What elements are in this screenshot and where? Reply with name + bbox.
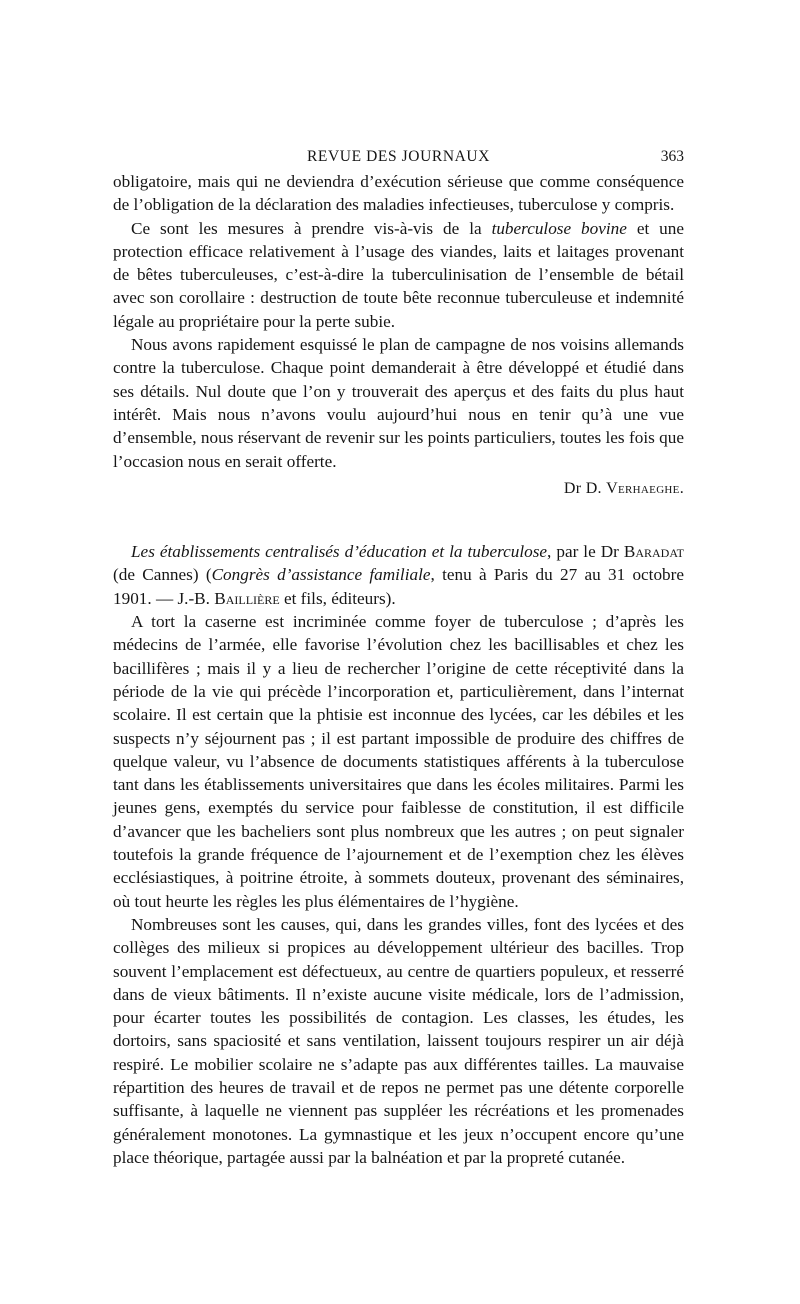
author-signature: [113, 477, 684, 500]
review-paragraph: A tort la caserne est incriminée comme foyer de tuberculose ; d’après les médecins de l’armée, elle favorise l’évolution chez les bacillisables et chez les bacillifères ; mais il y a lieu de rechercher l’origine de cette réceptivité dans la période de la vie qui précède l’incorporation et, particulièrement, dans l’internat scolaire. Il est certain que la phtisie est inconnue des lycées, car les débiles et les suspects n’y séjournent pas ; il est partant impossible de produire des chiffres de quelque valeur, vu l’absence de documents statistiques afférents à la tuberculose tant dans les établissements universitaires que dans les écoles militaires. Parmi les jeunes gens, exemptés du service pour faiblesse de constitution, il est difficile d’avancer que les bacheliers sont plus nombreux que les autres ; on peut signaler toutefois la grande fréquence de l’ajournement et de l’exemption chez les élèves ecclésiastiques, à poitrine étroite, à sommets douteux, provenant des séminaires, où tout heurte les règles les plus élémentaires de l’hygiène.: [113, 612, 684, 911]
article-text: et une protection efficace relativement à l’usage des viandes, laits et laitages provenant de bêtes tuberculeuses, c’est-à-dire la tuberculinisation de l’ensemble de bétail avec son corollaire : destruction de toute bête reconnue tuberculeuse et indemnité légale au propriétaire pour la perte subie.: [113, 218, 684, 331]
review-author: Baradat: [623, 542, 684, 562]
running-title: REVUE DES JOURNAUX: [306, 148, 491, 165]
review-title: Les établissements centralisés d’éducation et la tuberculose: [131, 542, 548, 562]
signature-name: Verhaeghe.: [606, 479, 684, 497]
section-spacer: [113, 500, 684, 540]
article-text: Ce sont les mesures à prendre vis-à-vis de la: [131, 218, 492, 238]
review-by: , par le Dr: [547, 542, 624, 562]
article-paragraph: obligatoire, mais qui ne deviendra d’exécution sérieuse que comme conséquence de l’obligation de la déclaration des maladies infectieuses, tuberculose y compris.: [113, 172, 684, 215]
review-publisher: Baillière: [214, 588, 280, 608]
review-congress-details: , tenu à Paris du 27 au 31 octobre 1901. — J.-B.: [113, 565, 684, 608]
review-paragraph: Nombreuses sont les causes, qui, dans les grandes villes, font des lycées et des collèges des milieux si propices au développement ultérieur des bacilles. Trop souvent l’emplacement est défectueux, au centre de quartiers populeux, et resserré dans de vieux bâtiments. Il n’existe aucune visite médicale, lors de l’admission, pour écarter toutes les possibilités de contagion. Les classes, les études, les dortoirs, sans spaciosité et sans ventilation, laissent toujours respirer un air déjà respiré. Le mobilier scolaire ne s’adapte pas aux différentes tailles. La mauvaise répartition des heures de travail et de repos ne permet pas une détente corporelle suffisante, à laquelle ne viennent pas suppléer les récréations et les promenades généralement monotones. La gymnastique et les jeux n’occupent encore qu’une place théorique, partagée aussi par la balnéation et par la propreté cutanée.: [113, 914, 684, 1167]
article-paragraph: Nous avons rapidement esquissé le plan de campagne de nos voisins allemands contre la tuberculose. Chaque point demanderait à être développé et étudié dans ses détails. Nul doute que l’on y trouverait des aperçus et des faits du plus haut intérêt. Mais nous n’avons voulu aujourd’hui nous en tenir qu’à une vue d’ensemble, nous réservant de revenir sur les points particuliers, toutes les fois que l’occasion nous en serait offerte.: [113, 335, 684, 471]
review-citation: [113, 540, 684, 610]
review-publisher-after: et fils, éditeurs).: [279, 588, 396, 608]
signature-prefix: Dr D.: [563, 479, 607, 497]
article-italic-term: tuberculose bovine: [491, 218, 627, 238]
review-congress: Congrès d’assistance familiale: [211, 565, 431, 585]
review-author-place: (de Cannes) (: [113, 565, 212, 585]
running-head: [113, 145, 684, 169]
text-body: [113, 170, 684, 1169]
article-paragraph: [113, 217, 684, 333]
page-number: 363: [660, 148, 684, 165]
